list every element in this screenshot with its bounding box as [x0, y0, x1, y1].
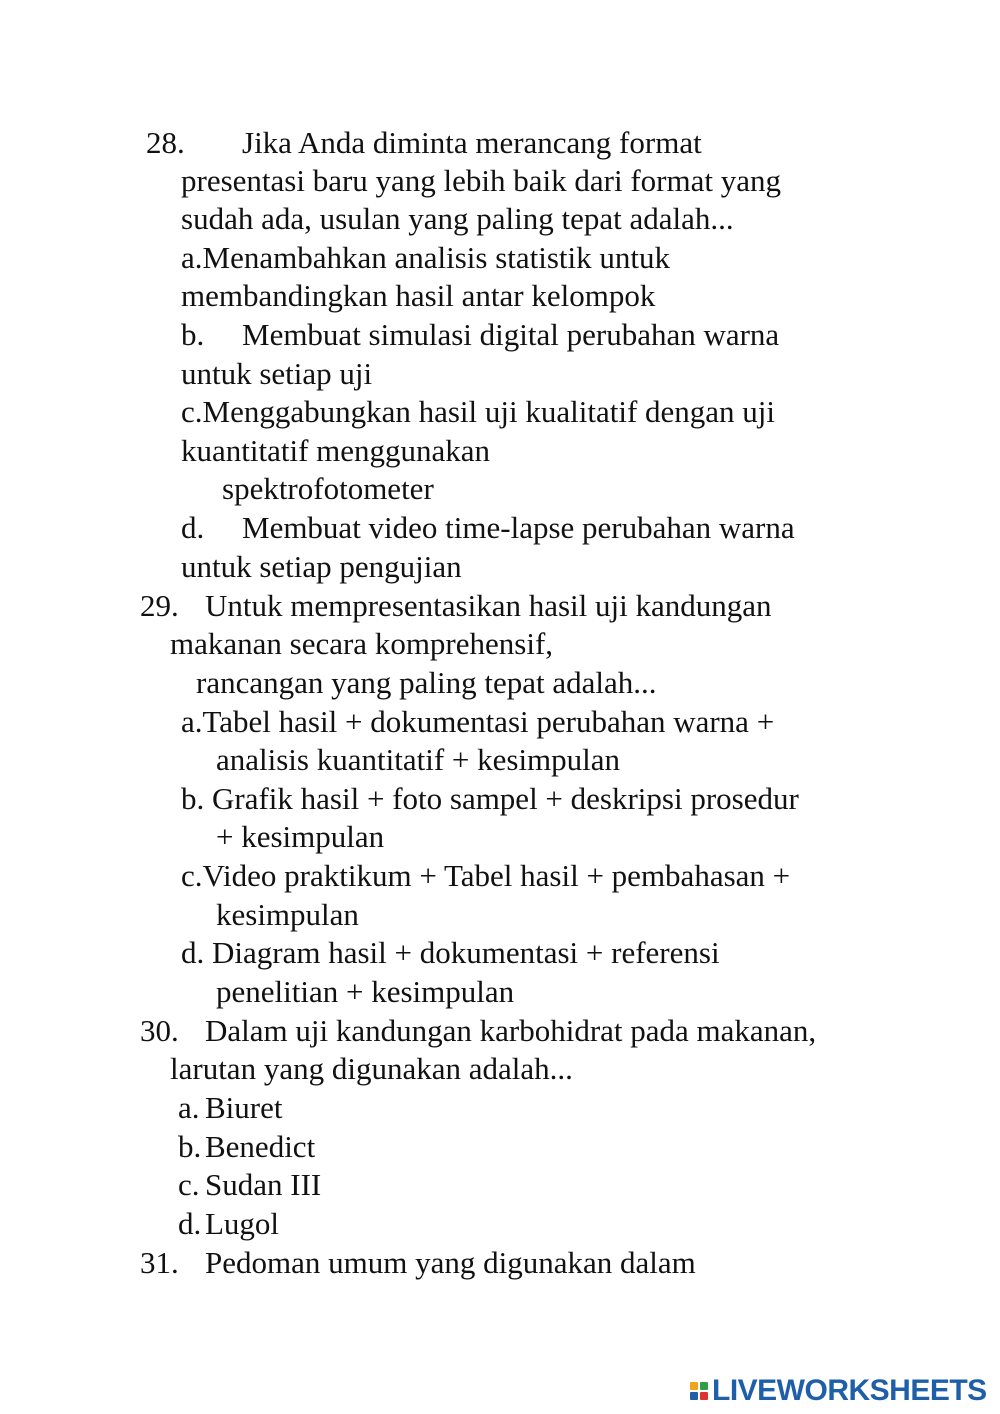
question-28-option-d-letter[interactable]: d.: [181, 510, 205, 545]
question-28-option-c-cont-1: kuantitatif menggunakan: [181, 433, 491, 468]
question-31-number: 31.: [140, 1245, 179, 1280]
question-29-option-c[interactable]: c.Video praktikum + Tabel hasil + pembahasan +: [181, 858, 791, 893]
question-30-option-b-letter[interactable]: b.: [178, 1129, 202, 1164]
question-29-option-a[interactable]: a.Tabel hasil + dokumentasi perubahan warna +: [181, 704, 775, 739]
question-28-stem-line-3: sudah ada, usulan yang paling tepat adalah...: [181, 201, 734, 236]
question-28-option-a-cont: membandingkan hasil antar kelompok: [181, 278, 656, 313]
question-29-option-b[interactable]: b. Grafik hasil + foto sampel + deskripsi prosedur: [181, 781, 799, 816]
question-30-number: 30.: [140, 1013, 179, 1048]
question-28-number: 28.: [146, 125, 185, 160]
question-28-option-b-letter[interactable]: b.: [181, 317, 205, 352]
question-29-stem-line-1: Untuk mempresentasikan hasil uji kandungan: [205, 588, 772, 623]
question-28-option-a[interactable]: a.Menambahkan analisis statistik untuk: [181, 240, 671, 275]
question-29-option-b-cont: + kesimpulan: [216, 819, 385, 854]
question-30-option-d-letter[interactable]: d.: [178, 1206, 202, 1241]
question-29-option-d[interactable]: d. Diagram hasil + dokumentasi + referensi: [181, 935, 720, 970]
question-29-stem-line-3: rancangan yang paling tepat adalah...: [196, 665, 657, 700]
question-29-number: 29.: [140, 588, 179, 623]
question-30-stem-line-1: Dalam uji kandungan karbohidrat pada makanan,: [205, 1013, 817, 1048]
question-28-option-d[interactable]: Membuat video time-lapse perubahan warna: [242, 510, 795, 545]
question-28-option-b-cont: untuk setiap uji: [181, 356, 373, 391]
question-30-option-a-letter[interactable]: a.: [178, 1090, 200, 1125]
question-29-option-d-cont: penelitian + kesimpulan: [216, 974, 515, 1009]
question-28-stem-line-1: Jika Anda diminta merancang format: [242, 125, 702, 160]
logo-square-1: [690, 1382, 698, 1390]
liveworksheets-logo: [690, 1374, 987, 1408]
question-30-option-d[interactable]: Lugol: [205, 1206, 280, 1241]
question-28-option-c[interactable]: c.Menggabungkan hasil uji kualitatif dengan uji: [181, 394, 776, 429]
question-30-option-c[interactable]: Sudan III: [205, 1167, 322, 1202]
question-29-stem-line-2: makanan secara komprehensif,: [170, 626, 554, 661]
logo-square-2: [700, 1382, 708, 1390]
question-28-option-b[interactable]: Membuat simulasi digital perubahan warna: [242, 317, 780, 352]
question-31-stem-line-1: Pedoman umum yang digunakan dalam: [205, 1245, 696, 1280]
question-29-option-a-cont: analisis kuantitatif + kesimpulan: [216, 742, 621, 777]
question-29-option-c-cont: kesimpulan: [216, 897, 359, 932]
question-30-option-a[interactable]: Biuret: [205, 1090, 283, 1125]
liveworksheets-logo-icon: [690, 1382, 708, 1400]
question-30-option-b[interactable]: Benedict: [205, 1129, 316, 1164]
question-28-option-d-cont: untuk setiap pengujian: [181, 549, 462, 584]
question-28-option-c-cont-2: spektrofotometer: [222, 471, 434, 506]
question-30-option-c-letter[interactable]: c.: [178, 1167, 200, 1202]
liveworksheets-logo-text: LIVEWORKSHEETS: [712, 1374, 987, 1407]
question-28-stem-line-2: presentasi baru yang lebih baik dari format yang: [181, 163, 781, 198]
question-30-stem-line-2: larutan yang digunakan adalah...: [170, 1051, 573, 1086]
logo-square-4: [700, 1392, 708, 1400]
logo-square-3: [690, 1392, 698, 1400]
